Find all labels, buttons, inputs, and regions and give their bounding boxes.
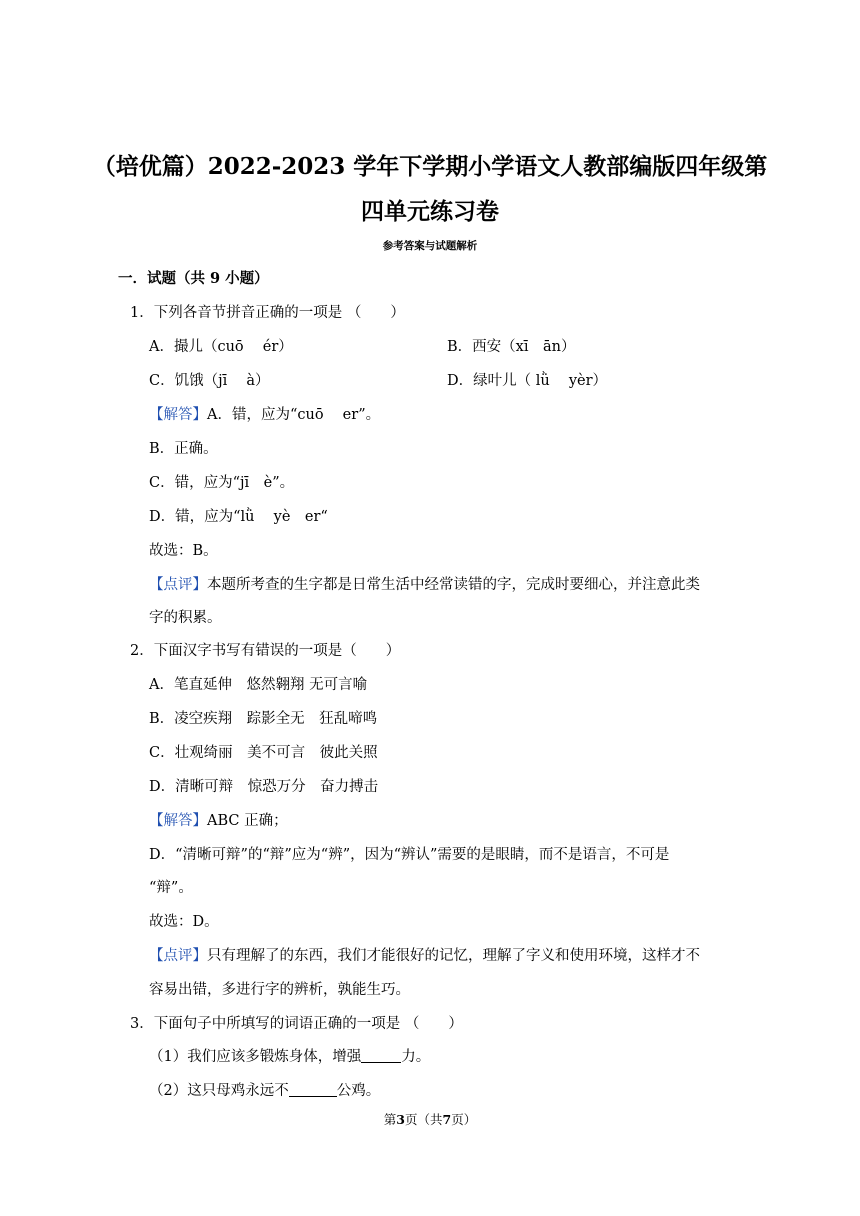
q1-option-c: C．饥饿（jī à） [149,373,270,389]
q2-comment-line1 [149,946,700,966]
q3-sentence-1 [149,1047,430,1067]
page-footer [0,1110,860,1128]
q2-option-b: B．凌空疾翔 踪影全无 狂乱啼鸣 [149,711,378,727]
q2-option-d: D．清晰可辩 惊恐万分 奋力搏击 [149,779,379,795]
page-total: 7 [442,1112,452,1127]
page-title-line1: （培优篇）2022-2023 学年下学期小学语文人教部编版四年级第 [92,153,768,180]
q2-answer-line1 [149,811,288,831]
q1-stem: 1．下列各音节拼音正确的一项是 （ ） [130,305,405,321]
q1-comment-1: 本题所考查的生字都是日常生活中经常读错的字，完成时要细心，并注意此类 [207,577,700,593]
answer-tag: 【解答】 [149,407,207,423]
comment-tag: 【点评】 [149,577,207,593]
q3-s2-text: （2）这只母鸡永远不 [149,1083,289,1099]
q2-comment-2: 容易出错，多进行字的辨析，孰能生巧。 [149,982,410,998]
fill-blank [289,1082,337,1097]
subtitle: 参考答案与试题解析 [382,240,478,252]
q3-sentence-2 [149,1081,380,1101]
q1-answer-line-a [149,405,380,425]
q3-s2-tail: 公鸡。 [336,1083,381,1099]
q3-s1-text: （1）我们应该多锻炼身体，增强 [149,1049,362,1065]
q1-option-b: B．西安（xī ān） [447,339,576,355]
q1-answer-b: B．正确。 [149,441,218,457]
q2-option-a: A．笔直延伸 悠然翱翔 无可言喻 [149,677,368,693]
q1-answer-c: C．错，应为“jī è”。 [149,475,295,491]
q2-answer-3: “辩”。 [149,880,193,896]
q1-choice: 故选：B。 [149,543,218,559]
q2-comment-1: 只有理解了的东西，我们才能很好的记忆，理解了字义和使用环境，这样才不 [207,948,700,964]
footer-pre: 第 [383,1112,397,1127]
q2-option-c: C．壮观绮丽 美不可言 彼此关照 [149,745,378,761]
q3-stem: 3．下面句子中所填写的词语正确的一项是 （ ） [130,1016,463,1032]
q2-answer-2: D．“清晰可辩”的“辩”应为“辨”，因为“辨认”需要的是眼睛，而不是语言，不可是 [149,847,670,863]
q2-answer-1: ABC 正确； [207,813,288,829]
q1-comment-line1 [149,575,700,595]
q2-stem: 2．下面汉字书写有错误的一项是（ ） [130,643,401,659]
page-number: 3 [396,1112,405,1127]
section-heading: 一．试题（共 9 小题） [118,270,269,287]
footer-post: 页） [451,1112,477,1127]
answer-tag: 【解答】 [149,813,207,829]
q2-choice: 故选：D。 [149,914,219,930]
comment-tag: 【点评】 [149,948,207,964]
fill-blank [361,1048,401,1063]
page-title-line2: 四单元练习卷 [361,198,499,225]
q1-option-a: A．撮儿（cuō ér） [149,339,293,355]
q3-s1-tail: 力。 [401,1049,431,1065]
footer-mid: 页（共 [404,1112,443,1127]
q1-comment-2: 字的积累。 [149,610,222,626]
q1-option-d: D．绿叶儿（ lǜ yèr） [447,373,608,389]
q1-answer-d: D．错，应为“lǜ yè er“ [149,509,328,525]
q1-answer-a: A．错，应为“cuō er”。 [207,407,381,423]
